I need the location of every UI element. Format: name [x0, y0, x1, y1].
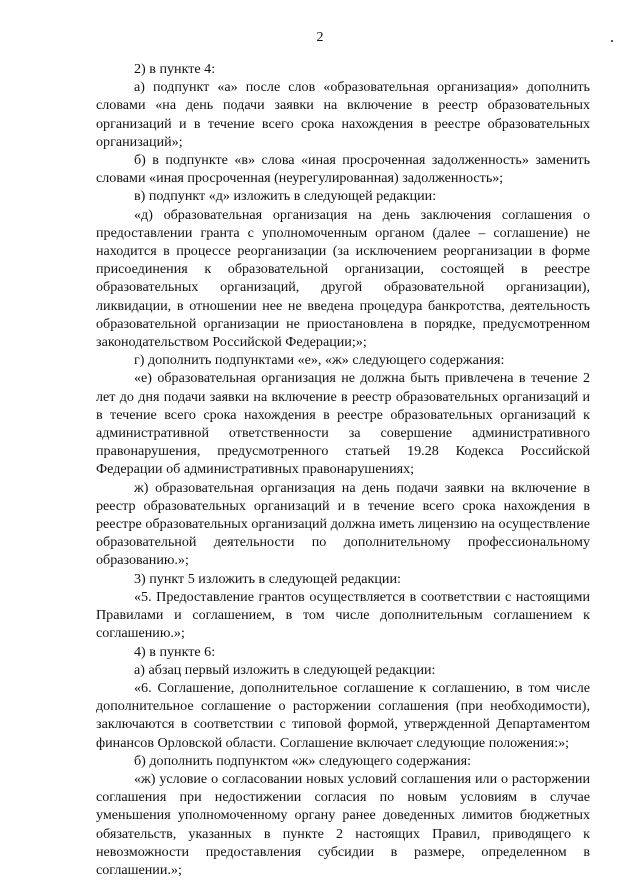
paragraph: 4) в пункте 6:	[134, 643, 216, 660]
paragraph: б) в подпункте «в» слова «иная просроченная задолженность» заменить словами «иная просроченная (неурегулированная) задолженность»;	[96, 152, 590, 187]
paragraph: б) дополнить подпунктом «ж» следующего содержания:	[134, 752, 471, 769]
paragraph: г) дополнить подпунктами «е», «ж» следующего содержания:	[134, 352, 505, 369]
paragraph: «д) образовательная организация на день заключения соглашения о предоставлении гранта с уполномоченным органом (далее – соглашение) не находится в процессе реорганизации (за исключением реорганизации в форме присоединения к образовательной организации, состоящей в реестре образовательных организаций, другой образовательной организации), ликвидации, в отношении нее не введена процедура банкротства, деятельность образовательной организации не приостановлена в порядке, предусмотренном законодательством Российской Федерации;»;	[96, 206, 590, 351]
paragraph: а) абзац первый изложить в следующей редакции:	[134, 661, 436, 678]
page-number: 2	[316, 30, 324, 45]
paragraph: «6. Соглашение, дополнительное соглашение к соглашению, в том числе дополнительное соглашение о расторжении соглашения (при необходимости), заключаются в соответствии с типовой формой, утвержденной Департаментом финансов Орловской области. Соглашение включает следующие положения:»;	[96, 679, 590, 751]
paragraph: «ж) условие о согласовании новых условий соглашения или о расторжении соглашения при недостижении согласия по новым условиям в случае уменьшения уполномоченному органу ранее доведенных лимитов бюджетных обязательств, указанных в пункте 2 настоящих Правил, приводящего к невозможности предоставления субсидии в размере, определенном в соглашении.»;	[96, 770, 590, 878]
paragraph: а) подпункт «а» после слов «образовательная организация» дополнить словами «на день подачи заявки на включение в реестр образовательных организаций и в течение всего срока нахождения в реестре образовательных организаций»;	[96, 79, 590, 150]
paragraph: в) подпункт «д» изложить в следующей редакции:	[134, 188, 437, 205]
paragraph: 3) пункт 5 изложить в следующей редакции:	[134, 570, 401, 587]
paragraph: ж) образовательная организация на день подачи заявки на включение в реестр образовательных организаций и в течение всего срока нахождения в реестре образовательных организаций должна иметь лицензию на осуществление образовательной деятельности по дополнительному профессиональному образованию.»;	[96, 479, 590, 569]
paragraph: «е) образовательная организация не должна быть привлечена в течение 2 лет до дня подачи заявки на включение в реестр образовательных организаций и в течение всего срока нахождения в реестре образовательных организаций к административной ответственности за совершение административного правонарушения, предусмотренного статьей 19.28 Кодекса Российской Федерации об административных правонарушениях;	[96, 370, 590, 478]
document-body	[96, 60, 590, 879]
scan-speck	[611, 40, 613, 42]
paragraph: «5. Предоставление грантов осуществляется в соответствии с настоящими Правилами и соглашением, в том числе дополнительным соглашением к соглашению.»;	[96, 588, 590, 642]
paragraph: 2) в пункте 4:	[134, 61, 216, 77]
